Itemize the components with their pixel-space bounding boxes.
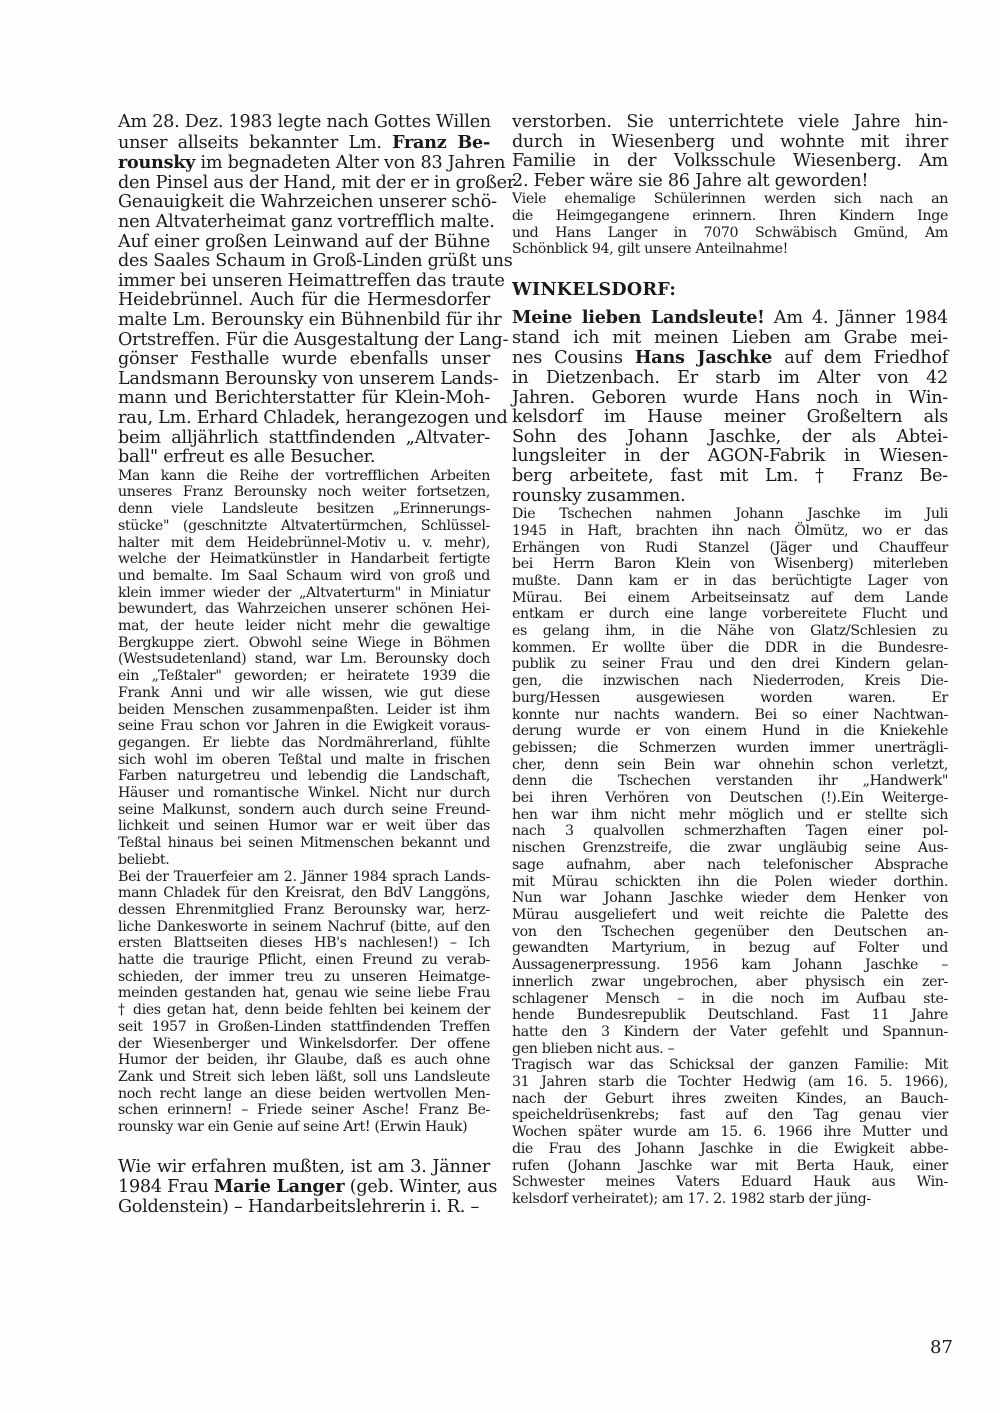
text-line: konnte nur nachts wandern. Bei so einer Nachtwan- xyxy=(512,706,948,723)
text-line: ball" erfreut es alle Besucher. xyxy=(118,447,376,468)
text-line: rounsky im begnadeten Alter von 83 Jahren xyxy=(118,152,506,174)
text-line: bei ihren Verhören von Deutschen (!).Ein Weiterge- xyxy=(512,790,948,807)
text-line: ersten Blattseiten dieses HB's nachlesen!) – Ich xyxy=(118,935,490,952)
text-line: gegangen. Er liebte das Nordmährerland, fühlte xyxy=(118,734,490,751)
text-line: Mürau. Bei einem Arbeitseinsatz auf dem Lande xyxy=(512,589,948,606)
text-line: Jahren. Geboren wurde Hans noch in Win- xyxy=(512,387,948,408)
text-line: nach der Geburt ihres zweiten Kindes, an Bauch- xyxy=(512,1090,948,1107)
text-line: durch in Wiesenberg und wohnte mit ihrer xyxy=(512,131,948,152)
text-line: Heidebrünnel. Auch für die Hermesdorfer xyxy=(118,290,490,311)
text-line: rufen (Johann Jaschke war mit Berta Hauk, einer xyxy=(512,1157,948,1174)
text-line: rounsky zusammen. xyxy=(512,485,686,506)
text-line: Humor der beiden, ihr Glaube, daß es auch ohne xyxy=(118,1052,490,1069)
text-line: Nun war Johann Jaschke wieder dem Henker von xyxy=(512,890,948,907)
bold-name: Franz Be- xyxy=(392,131,490,153)
text-line: Aussagenerpressung. 1956 kam Johann Jaschke – xyxy=(512,957,948,974)
text-line: publik zu seiner Frau und den drei Kindern gelan- xyxy=(512,656,948,673)
text-line: liche Dankesworte in seinem Nachruf (bitte, auf den xyxy=(118,918,490,935)
bold-name: rounsky xyxy=(118,152,196,174)
text-line: schlagener Mensch – in die noch im Aufbau ste- xyxy=(512,990,948,1007)
left-column xyxy=(118,112,515,1218)
text-line: und Hans Langer in 7070 Schwäbisch Gmünd, Am xyxy=(512,224,948,241)
text-line: kommen. Er wollte über die DDR in die Bundesre- xyxy=(512,639,948,656)
spacer xyxy=(118,1136,490,1158)
text-line: meinden gestanden hat, genau wie seine liebe Frau xyxy=(118,985,490,1002)
text-line: kelsdorf im Hause meiner Großeltern als xyxy=(512,407,948,428)
berounsky-obituary-paragraph xyxy=(118,112,515,468)
jaschke-story-paragraph xyxy=(512,506,948,1057)
text-line: (Westsudetenland) stand, war Lm. Berounsky doch xyxy=(118,651,490,668)
text-line: Landsmann Berounsky von unserem Lands- xyxy=(118,368,499,389)
text-line: Am 28. Dez. 1983 legte nach Gottes Willen xyxy=(118,112,491,132)
text-line: denn die Tschechen verstanden ihr „Handwerk" xyxy=(512,773,948,790)
text-line: mat, der heute leider nicht mehr die gewaltige xyxy=(118,618,490,635)
text-line: Sohn des Johann Jaschke, der als Abtei- xyxy=(512,426,948,447)
text-line: lungsleiter in der AGON-Fabrik in Wiesen- xyxy=(512,446,948,467)
text-line: Erhängen von Rudi Stanzel (Jäger und Chauffeur xyxy=(512,539,948,556)
text-line: beliebt. xyxy=(118,851,170,868)
text-line: lichkeit und seinen Humor war er weit über das xyxy=(118,818,490,835)
text-line: Teßtal hinaus bei seinen Mitmenschen bekannt und xyxy=(118,835,490,852)
text-line: mußte. Dann kam er in das berüchtigte Lager von xyxy=(512,572,948,589)
text-line: burg/Hessen ausgewiesen worden waren. Er xyxy=(512,689,948,706)
text-line: in Dietzenbach. Er starb im Alter von 42 xyxy=(512,367,948,388)
page-number: 87 xyxy=(930,1337,953,1358)
text-line: Ortstreffen. Für die Ausgestaltung der Lang- xyxy=(118,329,509,350)
text-line: Meine lieben Landsleute! Am 4. Jänner 1984 xyxy=(512,307,948,329)
text-line: Schönblick 94, gilt unsere Anteilnahme! xyxy=(512,241,788,258)
text-line: dessen Ehrenmitglied Franz Berounsky war, herz- xyxy=(118,901,490,918)
text-line: die Heimgegangene erinnern. Ihren Kindern Inge xyxy=(512,208,948,225)
text-line: hatte den 3 Kindern der Vater gefehlt und Spannun- xyxy=(512,1023,948,1040)
text-line: halter mit dem Heidebrünnel-Motiv u. v. mehr), xyxy=(118,534,490,551)
text-line: hende Bundesrepublik Deutschland. Fast 11 Jahre xyxy=(512,1007,948,1024)
text-line: gen, die inzwischen nach Niederroden, Kreis Die- xyxy=(512,673,948,690)
text-line: hatte die traurige Pflicht, einen Freund zu verab- xyxy=(118,952,490,969)
text-line: seit 1957 in Großen-Linden stattfindenden Treffen xyxy=(118,1018,490,1035)
text-line: Familie in der Volksschule Wiesenberg. Am xyxy=(512,151,948,172)
spacer xyxy=(512,258,948,280)
text-line: rau, Lm. Erhard Chladek, herangezogen und xyxy=(118,407,508,428)
berounsky-works-paragraph xyxy=(118,468,490,869)
text-line: die Frau des Johann Jaschke in die Ewigkeit abbe- xyxy=(512,1140,948,1157)
text-line: immer bei unseren Heimattreffen das traute xyxy=(118,270,505,291)
text-line: und bemalte. Im Saal Schaum wird von groß und xyxy=(118,567,490,584)
text-line: unseres Franz Berounsky noch weiter fortsetzen, xyxy=(118,484,490,501)
text-line: mit Mürau schickten ihn die Polen wieder dorthin. xyxy=(512,873,948,890)
text-line: Wie wir erfahren mußten, ist am 3. Jänner xyxy=(118,1156,490,1177)
text-line: entkam er durch eine lange vorbereitete Flucht und xyxy=(512,606,948,623)
text-line: schen erinnern! – Friede seiner Asche! Franz Be- xyxy=(118,1102,490,1119)
text-line: Häuser und romantische Winkel. Nicht nur durch xyxy=(118,785,490,802)
text-line: verstorben. Sie unterrichtete viele Jahre hin- xyxy=(512,112,948,132)
text-line: von den Tschechen gegenüber den Deutschen an- xyxy=(512,923,948,940)
text-line: hen war ihm nicht mehr möglich und er stellte sich xyxy=(512,806,948,823)
bold-name: Hans Jaschke xyxy=(634,347,773,369)
text-line: kelsdorf verheiratet); am 17. 2. 1982 starb der jüng- xyxy=(512,1190,871,1207)
langer-obituary-paragraph xyxy=(118,1156,498,1218)
text-line: 2. Feber wäre sie 86 Jahre alt geworden! xyxy=(512,170,869,191)
text-line: klein immer wieder der „Altvaterturm" in Miniatur xyxy=(118,584,490,601)
text-line: 1945 in Haft, brachten ihn nach Ölmütz, wo er das xyxy=(512,522,948,539)
text-line: welche der Heimatkünstler in Handarbeit fertigte xyxy=(118,551,490,568)
berounsky-funeral-paragraph xyxy=(118,869,490,1136)
text-line: Auf einer großen Leinwand auf der Bühne xyxy=(118,231,490,252)
text-line: gen blieben nicht aus. – xyxy=(512,1040,675,1057)
text-line: Man kann die Reihe der vortrefflichen Arbeiten xyxy=(118,467,490,484)
text-line: Farben naturgetreu und lebendig die Landschaft, xyxy=(118,768,490,785)
text-line: gebissen; die Schmerzen wurden immer unerträgli- xyxy=(512,739,948,756)
text-line: Schwester meines Vaters Eduard Hauk aus Win- xyxy=(512,1174,948,1191)
text-line: noch recht lange an diese beiden wertvollen Men- xyxy=(118,1085,490,1102)
text-line: Zank und Streit sich leben läßt, soll uns Landsleute xyxy=(118,1069,490,1085)
text-line: denn viele Landsleute besitzen „Erinnerungs- xyxy=(118,501,490,518)
text-line: bewundert, das Wahrzeichen unserer schönen Hei- xyxy=(118,601,490,618)
text-line: bei Herrn Baron Klein von Wisenberg) miterleben xyxy=(512,556,948,573)
text-line: nen Altvaterheimat ganz vortrefflich malte. xyxy=(118,211,495,232)
text-line: beiden Menschen zusammenpaßten. Leider ist ihm xyxy=(118,701,490,718)
jaschke-intro-paragraph xyxy=(512,308,948,506)
section-heading-winkelsdorf: WINKELSDORF: xyxy=(512,280,677,301)
text-line: 1984 Frau Marie Langer (geb. Winter, aus xyxy=(118,1176,498,1198)
text-line: cher, denn sein Bein war ohnehin schon verletzt, xyxy=(512,756,948,773)
text-line: berg arbeitete, fast mit Lm. † Franz Be- xyxy=(512,465,948,486)
text-line: mann und Berichterstatter für Klein-Moh- xyxy=(118,388,490,409)
text-line: gewandten Martyrium, in bezug auf Folter und xyxy=(512,940,948,957)
text-line: speicheldrüsenkrebs; fast auf den Tag genau vier xyxy=(512,1107,948,1124)
bold-name: Marie Langer xyxy=(213,1176,345,1198)
text-line: es gelang ihm, in die Nähe von Glatz/Schlesien zu xyxy=(512,623,948,640)
text-line: Viele ehemalige Schülerinnen werden sich nach an xyxy=(512,191,948,208)
text-line: gönser Festhalle wurde ebenfalls unser xyxy=(118,349,490,370)
text-line: nach 3 qualvollen schmerzhaften Tagen einer pol- xyxy=(512,823,948,840)
langer-continued-paragraph xyxy=(512,113,948,191)
right-column xyxy=(512,113,948,1208)
text-line: der Wiesenberger und Winkelsdorfer. Der offene xyxy=(118,1035,490,1052)
text-line: des Saales Schaum in Groß-Linden grüßt uns xyxy=(118,251,513,272)
text-line: Goldenstein) – Handarbeitslehrerin i. R. – xyxy=(118,1197,480,1217)
jaschke-family-paragraph xyxy=(512,1057,948,1207)
text-line: seine Frau schon vor Jahren in die Ewigkeit voraus- xyxy=(118,718,490,735)
text-line: Bergkuppe ziert. Obwohl seine Wiege in Böhmen xyxy=(118,634,490,651)
text-line: sage aufnahm, aber nach telefonischer Absprache xyxy=(512,856,948,873)
text-line: Die Tschechen nahmen Johann Jaschke im Juli xyxy=(512,506,948,523)
text-line: beim alljährlich stattfindenden „Altvater- xyxy=(118,427,490,448)
text-line: Genauigkeit die Wahrzeichen unserer schö- xyxy=(118,192,497,213)
text-line: Bei der Trauerfeier am 2. Jänner 1984 sprach Lands- xyxy=(118,868,490,885)
text-line: malte Lm. Berounsky ein Bühnenbild für ihr xyxy=(118,309,502,330)
text-line: schieden, der immer treu zu unseren Heimatge- xyxy=(118,968,490,985)
text-line: Wochen später wurde am 15. 6. 1966 ihre Mutter und xyxy=(512,1124,948,1141)
text-line: den Pinsel aus der Hand, mit der er in großer xyxy=(118,172,515,193)
text-line: ein „Teßtaler" geworden; er heiratete 1939 die xyxy=(118,668,490,685)
text-line: 31 Jahren starb die Tochter Hedwig (am 16. 5. 1966), xyxy=(512,1074,948,1091)
text-line: sich wohl im oberen Teßtal und malte in frischen xyxy=(118,751,490,768)
text-line: innerlich zwar ungebrochen, aber physisch ein zer- xyxy=(512,973,948,990)
text-line: † dies getan hat, denn beide fehlten bei keinem der xyxy=(118,1002,490,1019)
text-line: seine Malkunst, sondern auch durch seine Freund- xyxy=(118,801,490,818)
text-line: stücke" (geschnitzte Altvatertürmchen, Schlüssel- xyxy=(118,517,490,534)
langer-condolence-paragraph xyxy=(512,191,948,258)
text-line: stand ich mit meinen Lieben am Grabe mei- xyxy=(512,327,948,348)
text-line: Frank Anni und wir alle wissen, wie gut diese xyxy=(118,684,490,701)
text-line: rounsky war ein Genie auf seine Art! (Erwin Hauk) xyxy=(118,1119,468,1136)
text-line: nischen Grenzstreife, die zwar ungläubig seine Aus- xyxy=(512,840,948,857)
text-line: unser allseits bekannter Lm. Franz Be- xyxy=(118,131,490,153)
text-line: Tragisch war das Schicksal der ganzen Familie: Mit xyxy=(512,1057,948,1074)
bold-name: Meine lieben Landsleute! xyxy=(512,307,765,329)
text-line: Mürau ausgeliefert und weit reichte die Palette des xyxy=(512,907,948,923)
text-line: nes Cousins Hans Jaschke auf dem Friedhof xyxy=(512,347,948,369)
text-line: derung wurde er von einem Hund in die Kniekehle xyxy=(512,723,948,740)
text-line: mann Chladek für den Kreisrat, den BdV Langgöns, xyxy=(118,885,490,902)
